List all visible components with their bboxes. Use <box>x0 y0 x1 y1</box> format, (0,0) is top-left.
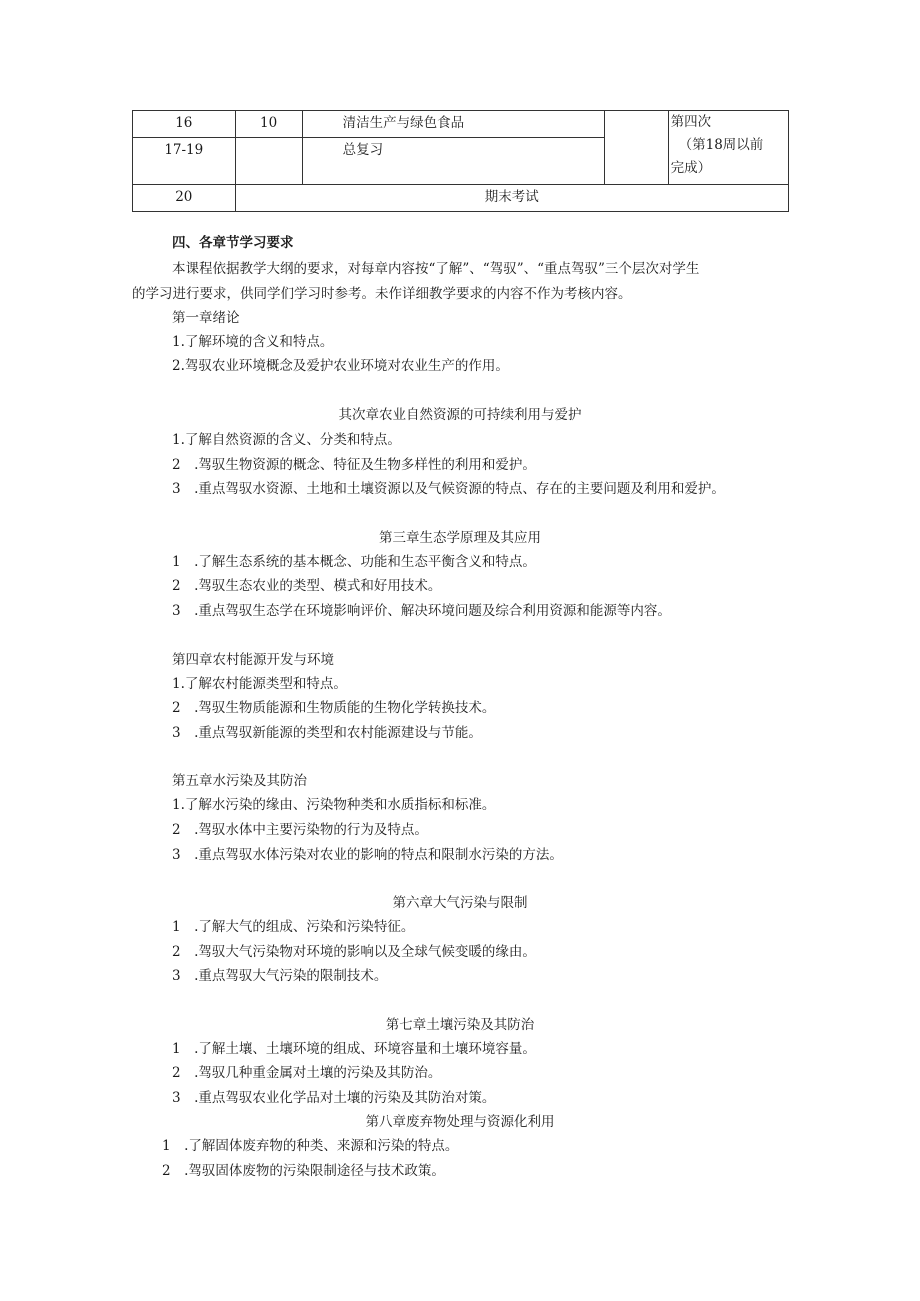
topic-cell: 总复习 <box>302 138 604 185</box>
chapter-title: 第七章土壤污染及其防治 <box>385 1017 535 1033</box>
intro-paragraph-line: 的学习进行要求，供同学们学习时参考。未作详细教学要求的内容不作为考核内容。 <box>132 286 632 302</box>
list-item: 1 .了解大气的组成、污染和污染特征。 <box>172 919 415 935</box>
list-item: 1 .了解固体废弃物的种类、来源和污染的特点。 <box>162 1138 459 1154</box>
list-item: 3 .重点驾驭水体污染对农业的影响的特点和限制水污染的方法。 <box>172 847 563 863</box>
list-item: 3 .重点驾驭新能源的类型和农村能源建设与节能。 <box>172 725 482 741</box>
chapter-title: 第六章大气污染与限制 <box>392 895 528 911</box>
list-item: 2 .驾驭生态农业的类型、模式和好用技术。 <box>172 578 442 594</box>
list-item: 1.了解自然资源的含义、分类和特点。 <box>172 432 401 448</box>
hours-cell: 10 <box>235 111 302 138</box>
table-row <box>133 185 789 212</box>
experiment-cell <box>668 111 788 185</box>
intro-paragraph-line: 本课程依据教学大纲的要求，对每章内容按“了解”、“驾驭”、“重点驾驭”三个层次对学生 <box>172 261 700 277</box>
experiment-line: 第四次 <box>670 114 712 130</box>
chapter-title: 其次章农业自然资源的可持续利用与爱护 <box>338 407 582 423</box>
chapter-title: 第五章水污染及其防治 <box>172 773 307 789</box>
list-item: 2 .驾驭生物质能源和生物质能的生物化学转换技术。 <box>172 700 496 716</box>
list-item: 2 .驾驭生物资源的概念、特征及生物多样性的利用和爱护。 <box>172 457 536 473</box>
list-item: 3 .重点驾驭大气污染的限制技术。 <box>172 968 388 984</box>
blank-cell <box>604 111 668 185</box>
list-item: 1.了解农村能源类型和特点。 <box>172 676 347 692</box>
chapter-title: 第八章废弃物处理与资源化利用 <box>365 1114 555 1130</box>
list-item: 3 .重点驾驭水资源、土地和土壤资源以及气候资源的特点、存在的主要问题及利用和爱护。 <box>172 481 725 497</box>
week-cell: 16 <box>133 111 236 138</box>
week-cell: 20 <box>133 185 236 212</box>
hours-cell <box>235 138 302 185</box>
list-item: 1.了解水污染的缘由、污染物种类和水质指标和标准。 <box>172 797 496 813</box>
list-item: 2.驾驭农业环境概念及爱护农业环境对农业生产的作用。 <box>172 358 509 374</box>
experiment-line: 完成） <box>670 160 712 176</box>
list-item: 1.了解环境的含义和特点。 <box>172 334 334 350</box>
final-exam-cell: 期末考试 <box>235 185 788 212</box>
table-row <box>133 111 789 138</box>
section-heading: 四、各章节学习要求 <box>172 235 294 251</box>
chapter-title: 第四章农村能源开发与环境 <box>172 652 334 668</box>
list-item: 1 .了解生态系统的基本概念、功能和生态平衡含义和特点。 <box>172 554 536 570</box>
chapter-title: 第一章绪论 <box>172 310 240 326</box>
topic-cell: 清洁生产与绿色食品 <box>302 111 604 138</box>
list-item: 3 .重点驾驭生态学在环境影响评价、解决环境问题及综合利用资源和能源等内容。 <box>172 603 671 619</box>
week-cell: 17-19 <box>133 138 236 185</box>
list-item: 1 .了解土壤、土壤环境的组成、环境容量和土壤环境容量。 <box>172 1041 536 1057</box>
experiment-line: （第18周以前 <box>678 137 764 153</box>
list-item: 3 .重点驾驭农业化学品对土壤的污染及其防治对策。 <box>172 1090 496 1106</box>
list-item: 2 .驾驭几种重金属对土壤的污染及其防治。 <box>172 1065 442 1081</box>
list-item: 2 .驾驭固体废物的污染限制途径与技术政策。 <box>162 1163 445 1179</box>
chapter-title: 第三章生态学原理及其应用 <box>379 530 541 546</box>
schedule-table <box>132 110 789 212</box>
list-item: 2 .驾驭水体中主要污染物的行为及特点。 <box>172 822 428 838</box>
list-item: 2 .驾驭大气污染物对环境的影响以及全球气候变暖的缘由。 <box>172 944 536 960</box>
